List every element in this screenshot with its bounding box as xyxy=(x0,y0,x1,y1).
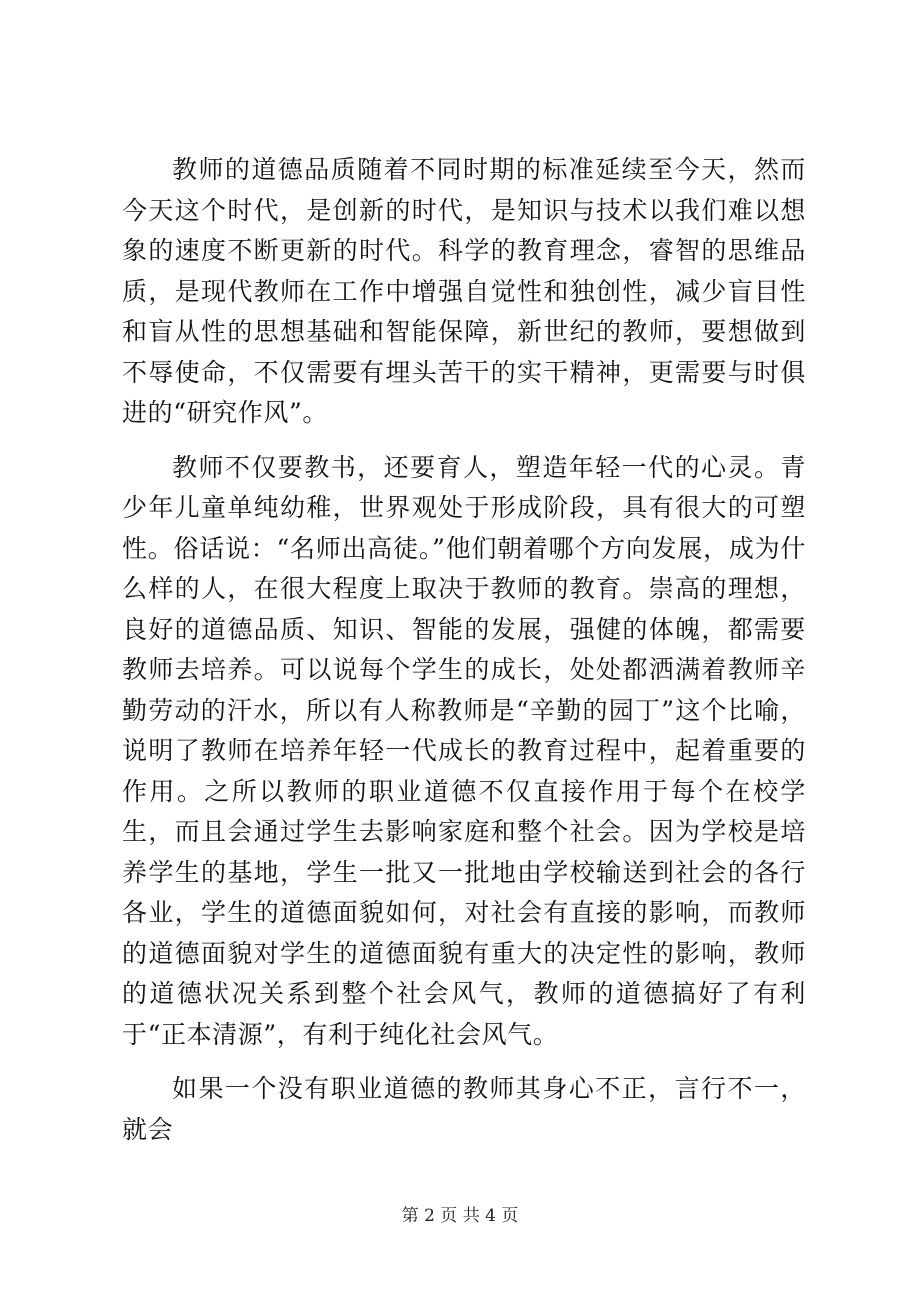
body-text xyxy=(122,150,806,1150)
paragraph-1: 教师的道德品质随着不同时期的标准延续至今天，然而今天这个时代，是创新的时代，是知识与技术以我们难以想象的速度不断更新的时代。科学的教育理念，睿智的思维品质，是现代教师在工作中增强自觉性和独创性，减少盲目性和盲从性的思想基础和智能保障，新世纪的教师，要想做到不辱使命，不仅需要有埋头苦干的实干精神，更需要与时俱进的“研究作风”。 xyxy=(122,155,806,427)
page-footer: 第 2 页 共 4 页 xyxy=(401,1206,519,1226)
paragraph-2: 教师不仅要教书，还要育人，塑造年轻一代的心灵。青少年儿童单纯幼稚，世界观处于形成阶段，具有很大的可塑性。俗话说：“名师出高徒。”他们朝着哪个方向发展，成为什么样的人，在很大程度上取决于教师的教育。崇高的理想，良好的道德品质、知识、智能的发展，强健的体魄，都需要教师去培养。可以说每个学生的成长，处处都洒满着教师辛勤劳动的汗水，所以有人称教师是“辛勤的园丁”这个比喻，说明了教师在培养年轻一代成长的教育过程中，起着重要的作用。之所以教师的职业道德不仅直接作用于每个在校学生，而且会通过学生去影响家庭和整个社会。因为学校是培养学生的基地，学生一批又一批地由学校输送到社会的各行各业，学生的道德面貌如何，对社会有直接的影响，而教师的道德面貌对学生的道德面貌有重大的决定性的影响，教师的道德状况关系到整个社会风气，教师的道德搞好了有利于“正本清源”，有利于纯化社会风气。 xyxy=(122,452,806,1049)
paragraph-3: 如果一个没有职业道德的教师其身心不正，言行不一，就会 xyxy=(122,1074,806,1144)
